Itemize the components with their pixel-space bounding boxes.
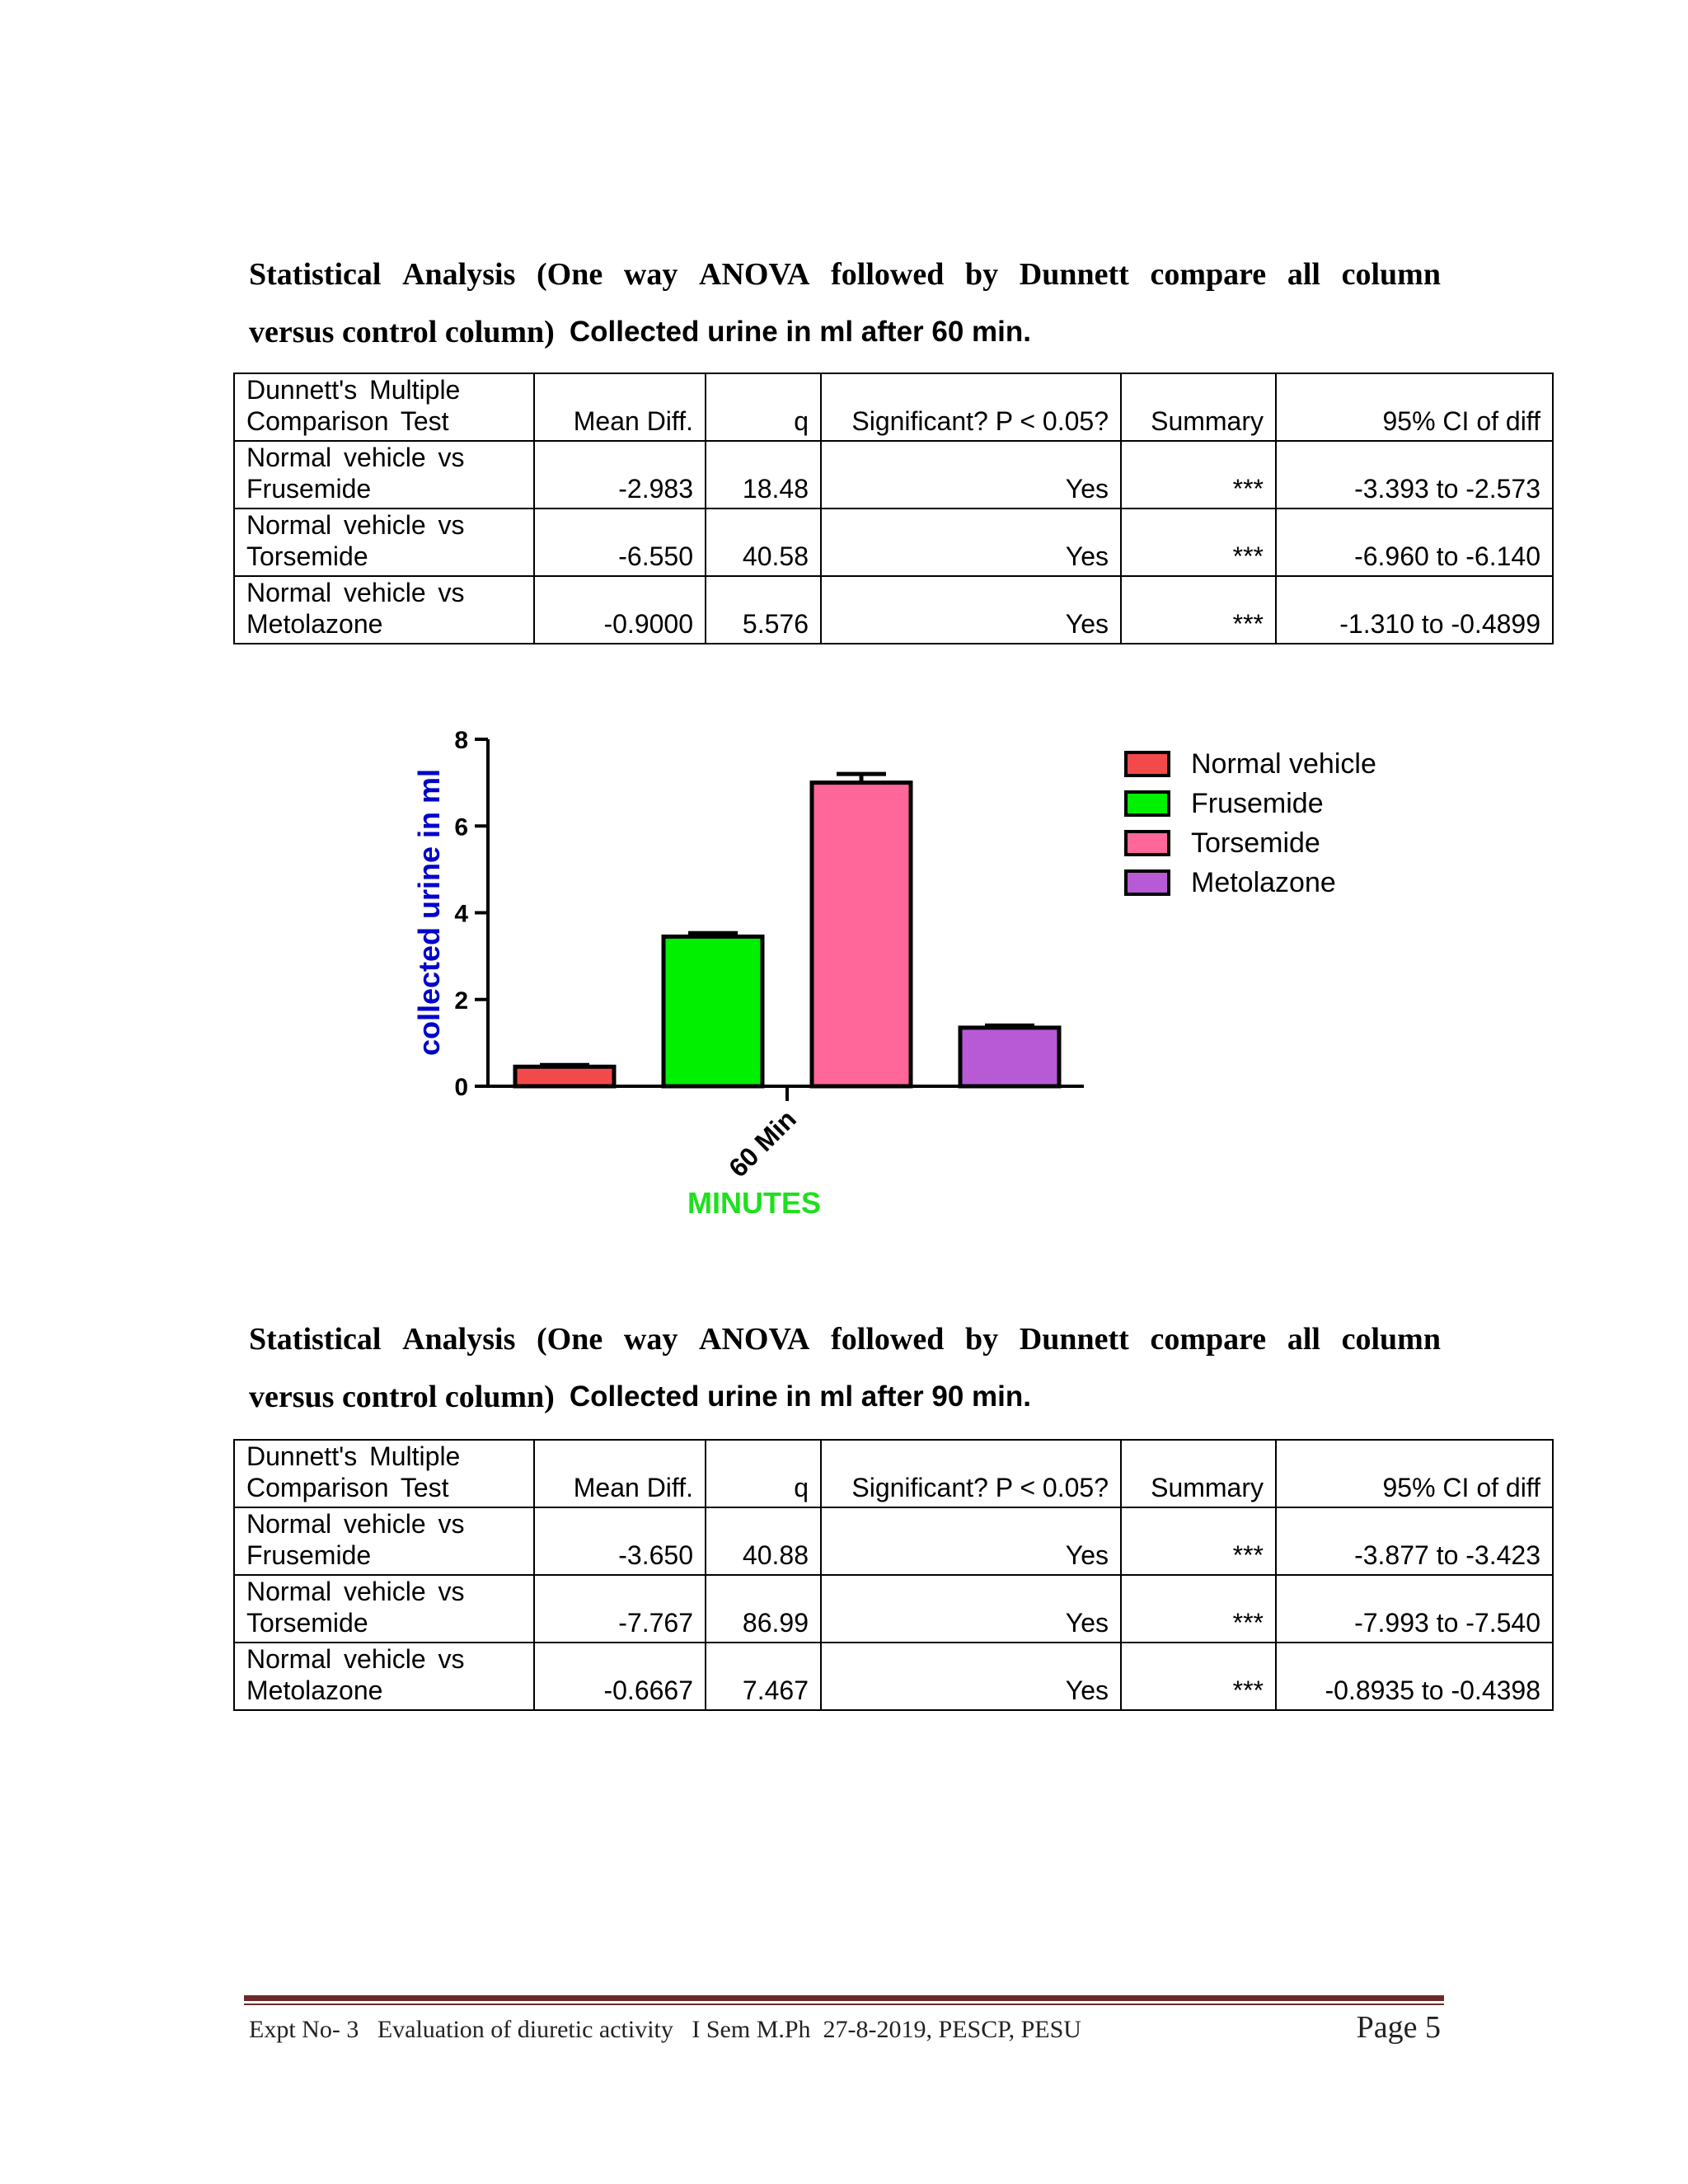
heading-word: column	[1341, 1322, 1441, 1357]
table-cell: Yes	[821, 509, 1121, 576]
section2-heading	[249, 1310, 1441, 1426]
table-header-cell: 95% CI of diff	[1276, 1440, 1553, 1507]
table-cell: Normal vehicle vs Frusemide	[234, 441, 534, 509]
table-cell: -0.6667	[534, 1643, 706, 1710]
table-cell: Normal vehicle vs Metolazone	[234, 1643, 534, 1710]
legend-label: Frusemide	[1191, 788, 1324, 819]
heading-word: followed	[831, 257, 945, 292]
table-cell: 18.48	[706, 441, 821, 509]
heading-word: ANOVA	[699, 1322, 810, 1357]
heading-word: (One	[537, 1322, 603, 1357]
heading-word: Statistical	[249, 257, 382, 292]
table-header-cell: Summary	[1121, 1440, 1276, 1507]
legend-label: Torsemide	[1191, 827, 1320, 859]
table-cell: ***	[1121, 1575, 1276, 1643]
section2-heading-subject: Collected urine in ml after 90 min.	[569, 1380, 1031, 1413]
legend-swatch	[1126, 832, 1169, 855]
y-tick-label: 6	[454, 813, 468, 841]
legend-swatch	[1126, 871, 1169, 894]
heading-word: by	[964, 1322, 999, 1357]
table-cell: Normal vehicle vs Torsemide	[234, 1575, 534, 1643]
table-row	[234, 1507, 1553, 1575]
section1-heading-subject: Collected urine in ml after 60 min.	[569, 316, 1031, 348]
heading-word: column	[1341, 257, 1441, 292]
table-cell: 40.88	[706, 1507, 821, 1575]
heading-word: Dunnett	[1019, 257, 1129, 292]
table-cell: -6.550	[534, 509, 706, 576]
dunnett-table-90min	[233, 1439, 1554, 1711]
heading-word: by	[964, 257, 999, 292]
table-cell: Yes	[821, 1575, 1121, 1643]
heading-word: way	[623, 257, 678, 292]
table-cell: Normal vehicle vs Metolazone	[234, 576, 534, 644]
table-cell: Yes	[821, 1507, 1121, 1575]
bar-torsemide	[812, 783, 911, 1086]
table-cell: -2.983	[534, 441, 706, 509]
legend-swatch	[1126, 792, 1169, 815]
footer-rule	[244, 1995, 1444, 2005]
heading-word: followed	[831, 1322, 945, 1357]
x-tick-label: 60 Min	[723, 1104, 802, 1183]
table-header-cell: Dunnett's Multiple Comparison Test	[234, 1440, 534, 1507]
table-header-cell: Significant? P < 0.05?	[821, 373, 1121, 441]
y-tick-label: 2	[454, 987, 468, 1015]
table-row	[234, 1643, 1553, 1710]
bar-frusemide	[663, 936, 762, 1086]
heading-word: Dunnett	[1019, 1322, 1129, 1357]
table-cell: ***	[1121, 509, 1276, 576]
legend-swatch	[1126, 752, 1169, 776]
table-cell: -1.310 to -0.4899	[1276, 576, 1553, 644]
table-cell: -3.877 to -3.423	[1276, 1507, 1553, 1575]
table-cell: ***	[1121, 1507, 1276, 1575]
table-cell: Yes	[821, 441, 1121, 509]
heading-word: ANOVA	[699, 257, 810, 292]
heading-word: (One	[537, 257, 603, 292]
table-cell: -3.650	[534, 1507, 706, 1575]
x-axis-label: MINUTES	[687, 1186, 821, 1220]
heading-word: compare	[1150, 1322, 1267, 1357]
table-header-cell: Dunnett's Multiple Comparison Test	[234, 373, 534, 441]
table-cell: ***	[1121, 576, 1276, 644]
heading-word: way	[623, 1322, 678, 1357]
table-cell: ***	[1121, 441, 1276, 509]
table-cell: ***	[1121, 1643, 1276, 1710]
bar-normal-vehicle	[515, 1066, 614, 1086]
footer-text: Expt No- 3 Evaluation of diuretic activity I Sem M.Ph 27-8-2019, PESCP, PESU	[249, 2016, 1081, 2043]
table-cell: Normal vehicle vs Torsemide	[234, 509, 534, 576]
table-cell: 40.58	[706, 509, 821, 576]
y-tick-label: 4	[454, 900, 468, 928]
heading-word: Analysis	[402, 257, 516, 292]
heading-word: Analysis	[402, 1322, 516, 1357]
table-cell: 86.99	[706, 1575, 821, 1643]
heading-word: all	[1287, 257, 1320, 292]
heading-word: Statistical	[249, 1322, 382, 1357]
heading-word: compare	[1150, 257, 1267, 292]
table-header-cell: Summary	[1121, 373, 1276, 441]
table-header-cell: Significant? P < 0.05?	[821, 1440, 1121, 1507]
table-cell: Normal vehicle vs Frusemide	[234, 1507, 534, 1575]
table-header-row	[234, 1440, 1553, 1507]
table-header-cell: q	[706, 1440, 821, 1507]
table-row	[234, 1575, 1553, 1643]
y-tick-label: 8	[454, 727, 468, 754]
y-axis-label: collected urine in ml	[412, 768, 446, 1057]
table-header-cell: 95% CI of diff	[1276, 373, 1553, 441]
table-header-cell: Mean Diff.	[534, 1440, 706, 1507]
table-cell: -6.960 to -6.140	[1276, 509, 1553, 576]
table-cell: Yes	[821, 1643, 1121, 1710]
table-cell: 7.467	[706, 1643, 821, 1710]
section1-heading-serif: versus control column)	[249, 315, 555, 349]
bar-metolazone	[960, 1028, 1059, 1086]
table-cell: -0.9000	[534, 576, 706, 644]
page-number: Page 5	[1356, 2010, 1441, 2045]
section2-heading-line2	[249, 1368, 1441, 1426]
legend-label: Metolazone	[1191, 867, 1336, 898]
table-header-cell: Mean Diff.	[534, 373, 706, 441]
heading-word: all	[1287, 1322, 1320, 1357]
table-header-cell: q	[706, 373, 821, 441]
section2-heading-serif: versus control column)	[249, 1380, 555, 1414]
table-cell: -7.993 to -7.540	[1276, 1575, 1553, 1643]
y-tick-label: 0	[454, 1074, 468, 1101]
legend-label: Normal vehicle	[1191, 748, 1376, 780]
table-cell: -0.8935 to -0.4398	[1276, 1643, 1553, 1710]
section2-heading-line1	[249, 1310, 1441, 1368]
table-cell: Yes	[821, 576, 1121, 644]
table-cell: -7.767	[534, 1575, 706, 1643]
table-cell: 5.576	[706, 576, 821, 644]
table-cell: -3.393 to -2.573	[1276, 441, 1553, 509]
